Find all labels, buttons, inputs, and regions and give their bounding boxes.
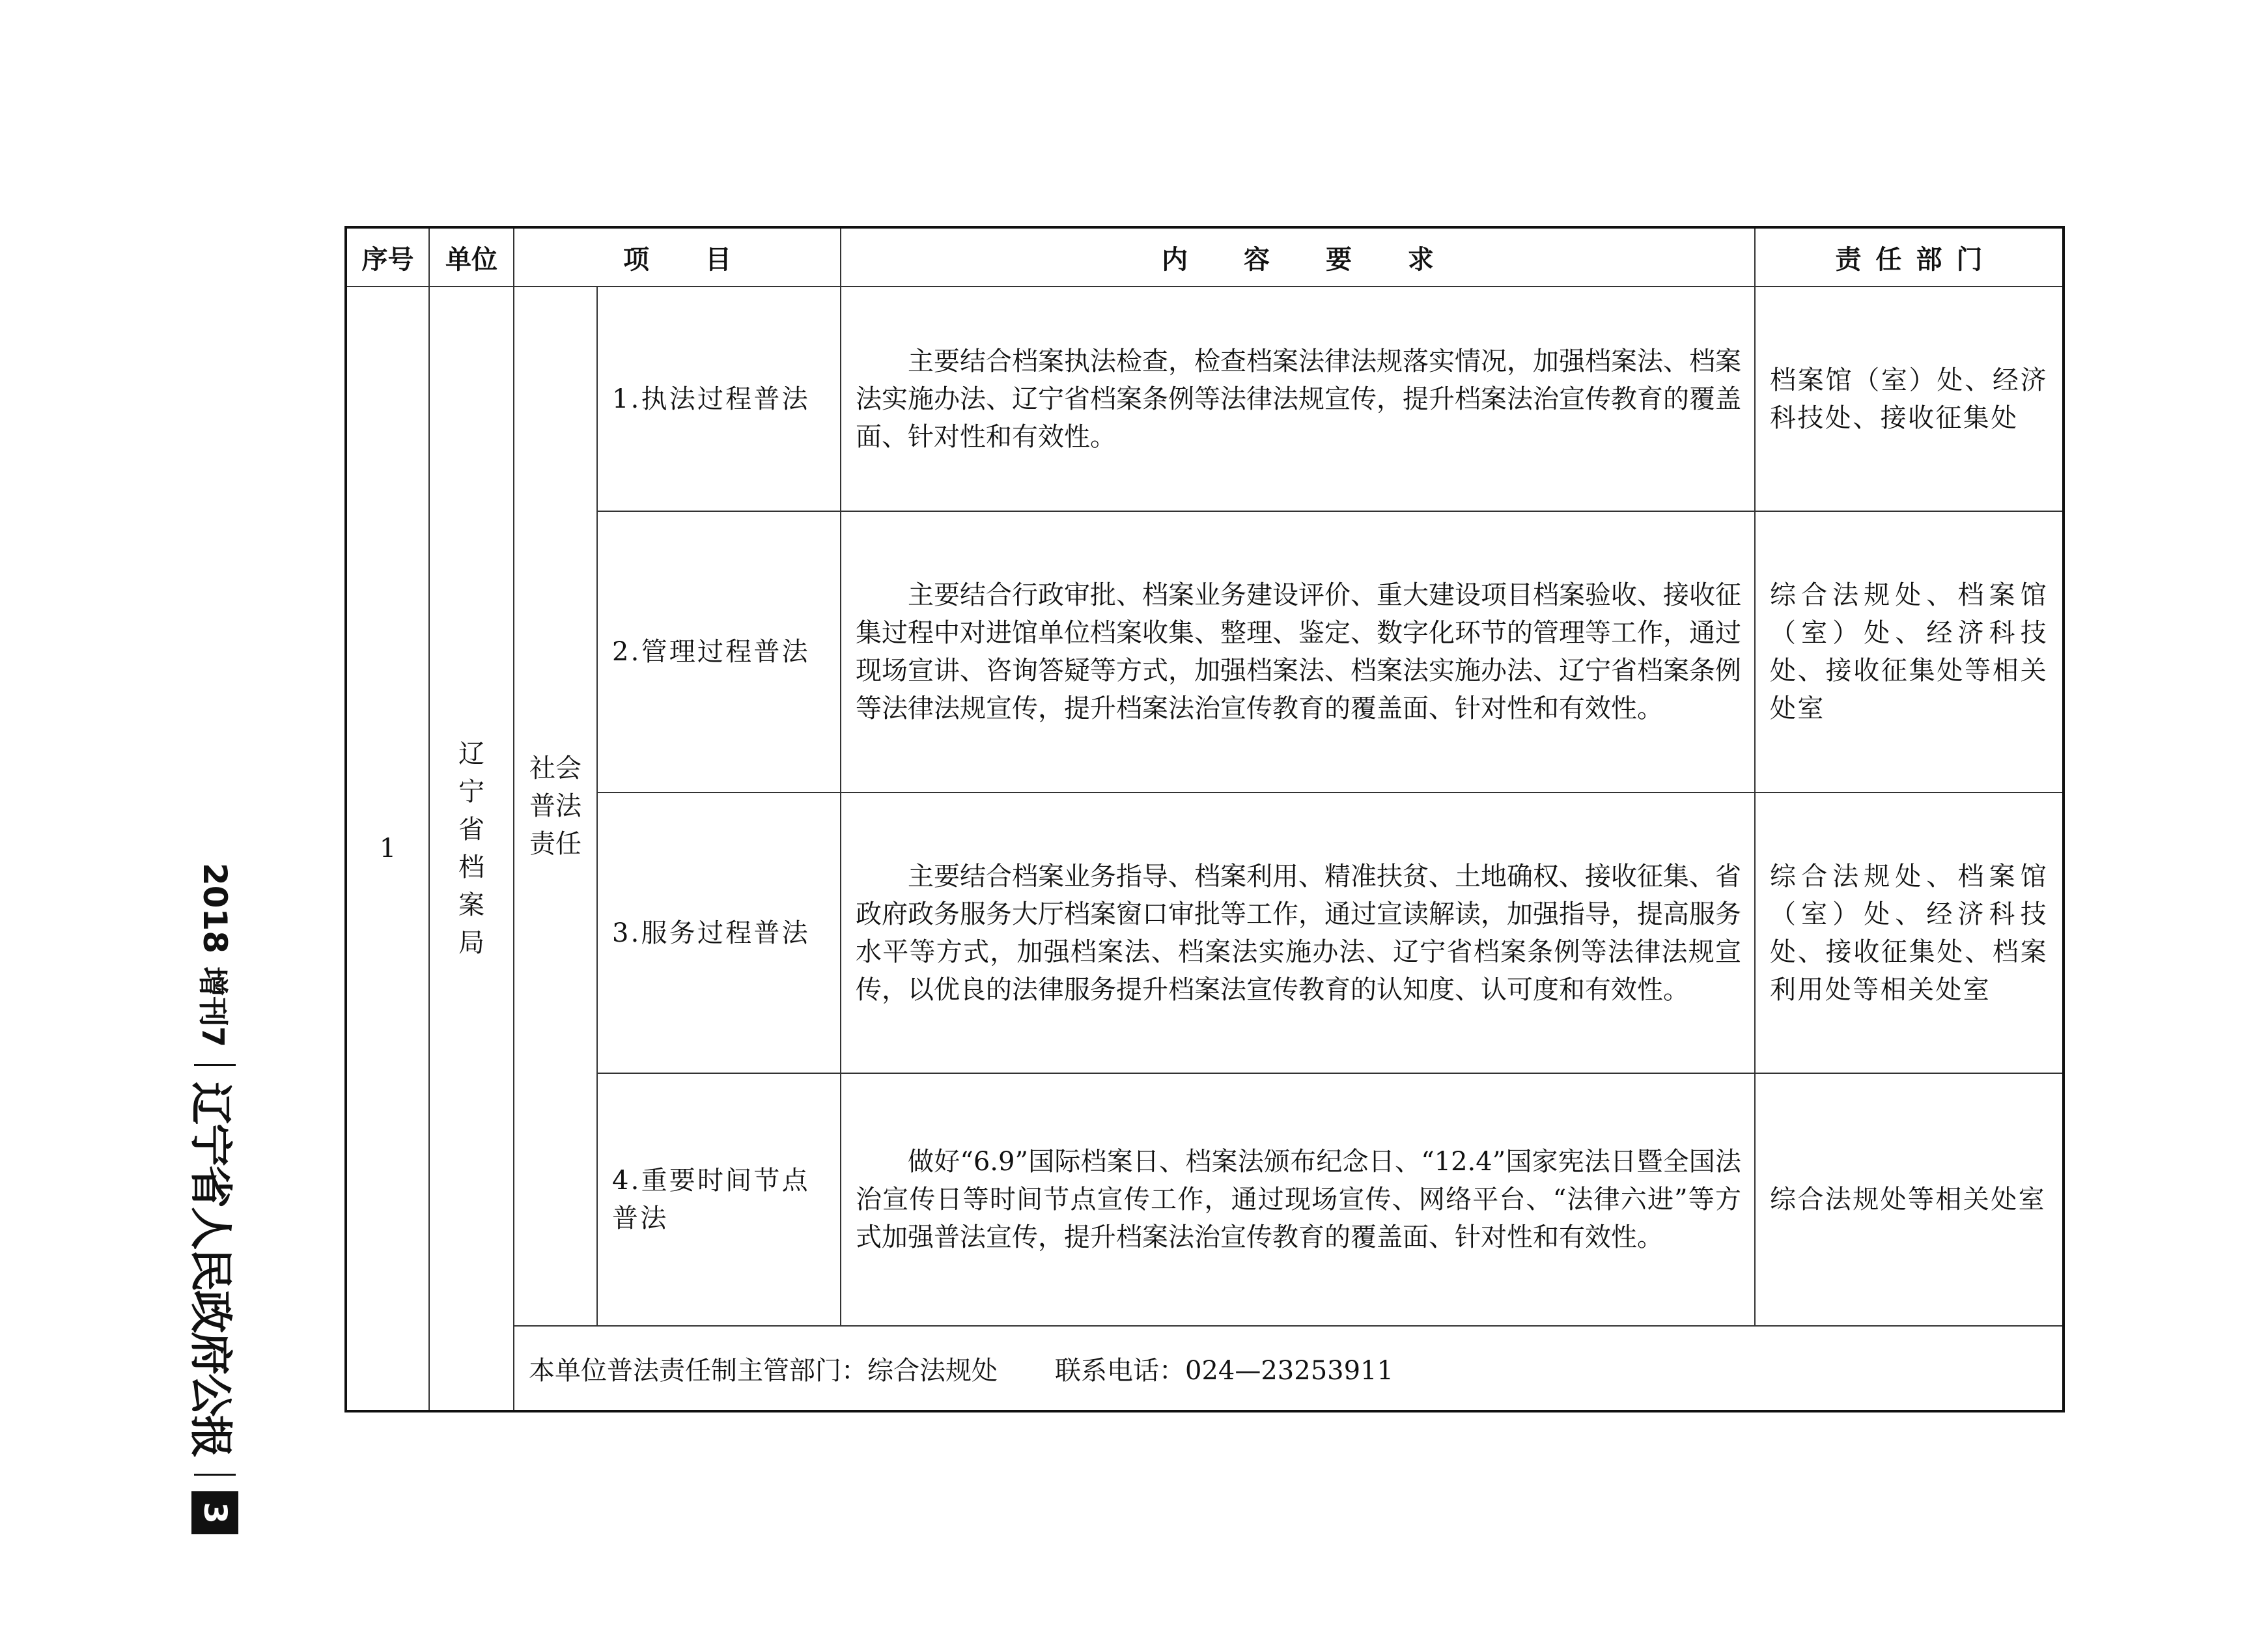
row-category: 社会普法责任 [514, 287, 597, 1326]
item-dept: 综合法规处、档案馆（室）处、经济科技处、接收征集处等相关处室 [1755, 511, 2064, 793]
table-row [346, 1073, 2064, 1326]
header-unit: 单位 [429, 227, 514, 287]
item-name: 2.管理过程普法 [597, 511, 841, 793]
row-unit: 辽宁省档案局 [429, 287, 514, 1411]
duty-table [344, 226, 2065, 1412]
table-row [346, 793, 2064, 1073]
item-content: 主要结合档案业务指导、档案利用、精准扶贫、土地确权、接收征集、省政府政务服务大厅档案窗口审批等工作，通过宣读解读，加强指导，提高服务水平等方式，加强档案法、档案法实施办法、辽宁省档案条例等法律法规宣传，以优良的法律服务提升档案法宣传教育的认知度、认可度和有效性。 [841, 793, 1755, 1073]
item-name: 4.重要时间节点普法 [597, 1073, 841, 1326]
header-content: 内 容 要 求 [841, 227, 1755, 287]
running-header [186, 863, 262, 1524]
item-dept: 综合法规处、档案馆（室）处、经济科技处、接收征集处、档案利用处等相关处室 [1755, 793, 2064, 1073]
page-number: 3 [191, 1491, 238, 1534]
header-item: 项 目 [514, 227, 841, 287]
issue-year: 2018 [196, 863, 234, 954]
item-name: 1.执法过程普法 [597, 287, 841, 511]
gazette-title: 辽宁省人民政府公报 [186, 1082, 237, 1457]
item-content: 主要结合档案执法检查，检查档案法律法规落实情况，加强档案法、档案法实施办法、辽宁省档案条例等法律法规宣传，提升档案法治宣传教育的覆盖面、针对性和有效性。 [841, 287, 1755, 511]
item-content: 主要结合行政审批、档案业务建设评价、重大建设项目档案验收、接收征集过程中对进馆单位档案收集、整理、鉴定、数字化环节的管理等工作，通过现场宣讲、咨询答疑等方式，加强档案法、档案法实施办法、辽宁省档案条例等法律法规宣传，提升档案法治宣传教育的覆盖面、针对性和有效性。 [841, 511, 1755, 793]
header-divider [194, 1064, 236, 1066]
footer-contact [514, 1326, 2064, 1411]
table-row [346, 511, 2064, 793]
issue-number: 增刊7 [195, 966, 231, 1048]
table-footer-row [346, 1326, 2064, 1411]
item-dept: 综合法规处等相关处室 [1755, 1073, 2064, 1326]
table-header-row [346, 227, 2064, 287]
footer-dept: 本单位普法责任制主管部门：综合法规处 [529, 1355, 998, 1386]
row-seq: 1 [346, 287, 429, 1411]
item-content: 做好“6.9”国际档案日、档案法颁布纪念日、“12.4”国家宪法日暨全国法治宣传日等时间节点宣传工作，通过现场宣传、网络平台、“法律六进”等方式加强普法宣传，提升档案法治宣传教育的覆盖面、针对性和有效性。 [841, 1073, 1755, 1326]
header-seq: 序号 [346, 227, 429, 287]
header-dept: 责任部门 [1755, 227, 2064, 287]
table-row [346, 287, 2064, 511]
footer-phone: 联系电话：024—23253911 [1055, 1355, 1393, 1386]
item-name: 3.服务过程普法 [597, 793, 841, 1073]
item-dept: 档案馆（室）处、经济科技处、接收征集处 [1755, 287, 2064, 511]
header-divider [194, 1474, 236, 1476]
